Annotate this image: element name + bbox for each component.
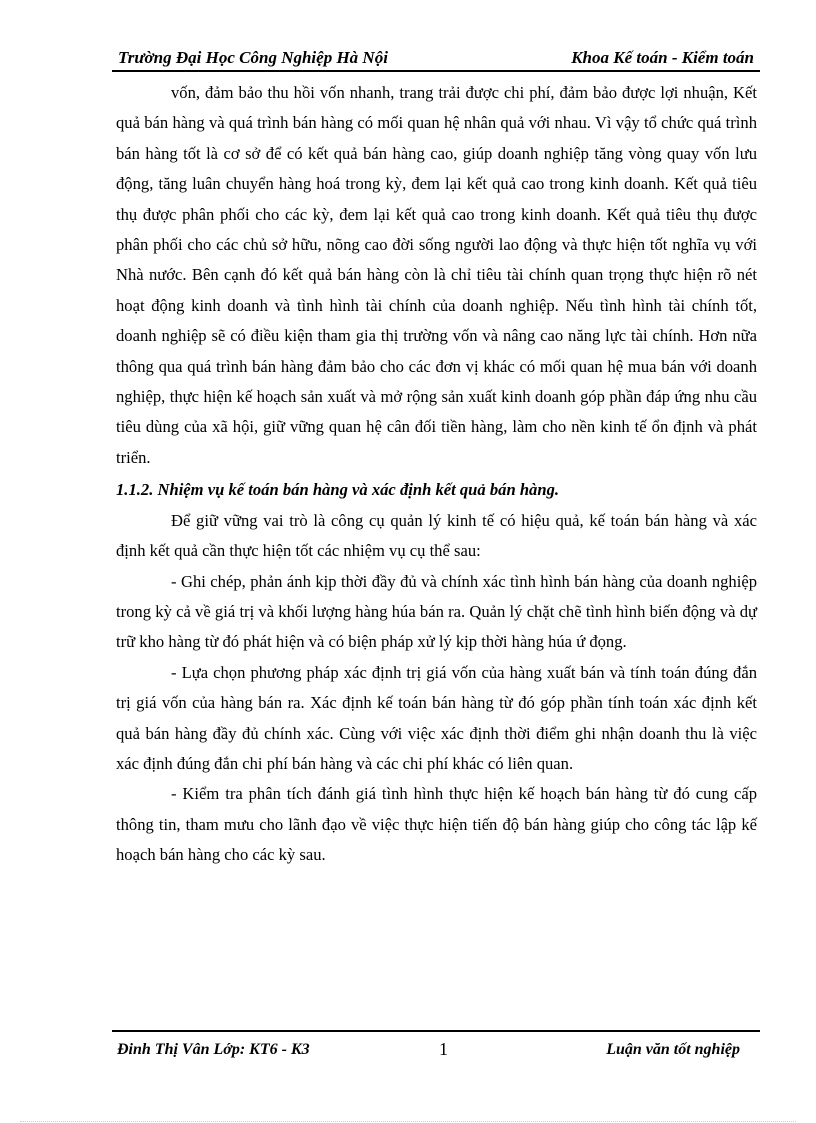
paragraph-sales-results: vốn, đảm bảo thu hồi vốn nhanh, trang trải được chi phí, đảm bảo được lợi nhuận, Kết quả bán hàng và quá trình bán hàng có mối quan hệ nhân quả với nhau. Vì vậy tổ chức quá trình bán hàng tốt là cơ sở để có kết quả bán hàng cao, giúp doanh nghiệp tăng vòng quay vốn lưu động, tăng luân chuyển hàng hoá trong kỳ, đem lại kết quả cao trong kinh doanh. Kết quả tiêu thụ được phân phối cho các kỳ, đem lại kết quả cao trong kinh doanh. Kết quả tiêu thụ được phân phối cho các chủ sở hữu, nõng cao đời sống người lao động và thực hiện tốt nghĩa vụ với Nhà nước. Bên cạnh đó kết quả bán hàng còn là chỉ tiêu tài chính quan trọng thực hiện rõ nét hoạt động kinh doanh và tình hình tài chính của doanh nghiệp. Nếu tình hình tài chính tốt, doanh nghiệp sẽ có điều kiện tham gia thị trường vốn và nâng cao năng lực tài chính. Hơn nữa thông qua quá trình bán hàng đảm bảo cho các đơn vị khác có mối quan hệ mua bán với doanh nghiệp, thực hiện kế hoạch sản xuất và mở rộng sản xuất kinh doanh góp phần đáp ứng nhu cầu tiêu dùng của xã hội, giữ vững quan hệ cân đối tiền hàng, làm cho nền kinh tế ổn định và phát triển. bbox=[116, 83, 757, 467]
paragraph-tasks-intro: Để giữ vững vai trò là công cụ quản lý kinh tế có hiệu quả, kế toán bán hàng và xác định kết quả cần thực hiện tốt các nhiệm vụ cụ thể sau: bbox=[116, 510, 757, 561]
task-item-recording: - Ghi chép, phản ánh kịp thời đầy đủ và chính xác tình hình bán hàng của doanh nghiệp trong kỳ cả về giá trị và khối lượng hàng húa bán ra. Quản lý chặt chẽ tình hình biến động và dự trữ kho hàng từ đó phát hiện và có biện pháp xử lý kịp thời hàng húa ứ đọng. bbox=[116, 571, 757, 652]
page-footer bbox=[112, 1030, 760, 1062]
task-item-cost-method: - Lựa chọn phương pháp xác định trị giá vốn của hàng xuất bán và tính toán đúng đắn trị giá vốn của hàng bán ra. Xác định kế toán bán hàng từ đó góp phần tính toán xác định kết quả bán hàng đầy đủ chính xác. Cùng với việc xác định thời điểm ghi nhận doanh thu là việc xác định đúng đắn chi phí bán hàng và các chi phí khác có liên quan. bbox=[116, 662, 757, 773]
task-item-inspection: - Kiểm tra phân tích đánh giá tình hình thực hiện kế hoạch bán hàng từ đó cung cấp thông tin, tham mưu cho lãnh đạo về việc thực hiện tiến độ bán hàng giúp cho công tác lập kế hoạch bán hàng cho các kỳ sau. bbox=[116, 784, 757, 865]
page-header bbox=[112, 46, 760, 72]
header-department: Khoa Kế toán - Kiểm toán bbox=[571, 48, 754, 67]
page-bottom-divider bbox=[20, 1121, 796, 1122]
document-body bbox=[116, 78, 757, 871]
footer-author: Đinh Thị Vân Lớp: KT6 - K3 bbox=[117, 1041, 310, 1058]
section-heading: 1.1.2. Nhiệm vụ kế toán bán hàng và xác định kết quả bán hàng. bbox=[116, 480, 560, 500]
header-school: Trường Đại Học Công Nghiệp Hà Nội bbox=[118, 48, 388, 67]
footer-doc-type: Luận văn tốt nghiệp bbox=[606, 1041, 740, 1058]
page-number: 1 bbox=[439, 1039, 448, 1059]
